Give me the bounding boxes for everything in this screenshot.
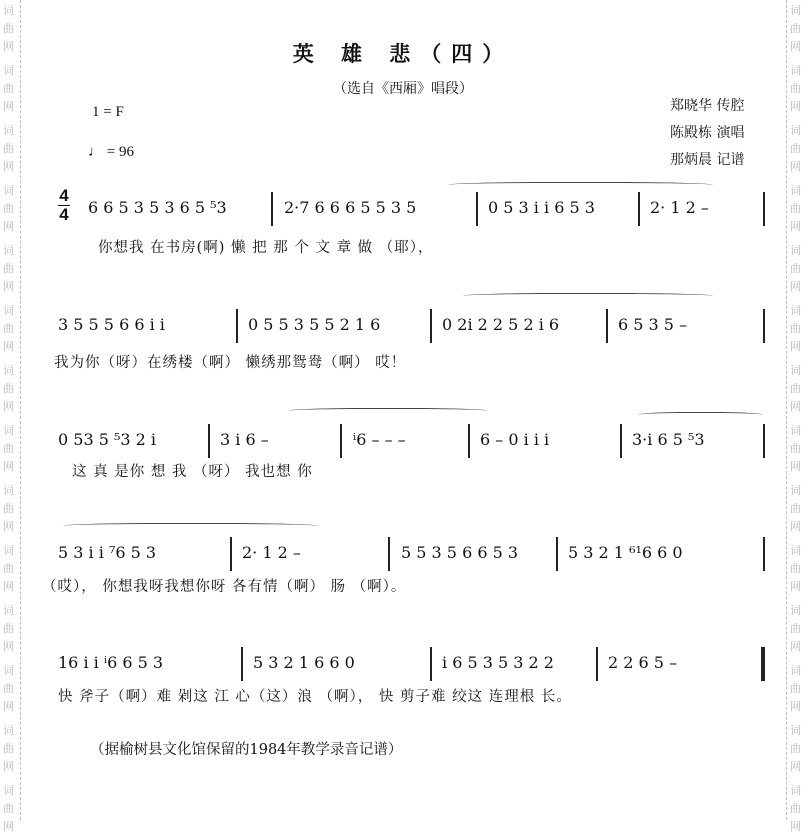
- watermark-text: 词 曲 网: [3, 784, 14, 833]
- measure: 0 53 5 ⁵3 2 i: [58, 430, 157, 449]
- time-signature-bottom: 4: [59, 205, 69, 224]
- credits: [670, 93, 744, 174]
- measure: 2· 1 2 –: [650, 198, 709, 217]
- credit-arranger: 郑晓华 传腔: [670, 98, 745, 114]
- time-signature: [58, 188, 70, 223]
- watermark-text: 词 曲 网: [790, 604, 801, 653]
- measure: 5 3 i i ⁷6 5 3: [58, 543, 157, 562]
- watermark-text: 词 曲 网: [790, 4, 801, 53]
- watermark-column-right: [786, 0, 806, 833]
- measure: 5 5 3 5 6 6 5 3: [401, 543, 519, 562]
- watermark-text: 词 曲 网: [790, 544, 801, 593]
- measure: 2· 1 2 –: [242, 543, 301, 562]
- watermark-column-left: [0, 0, 21, 833]
- watermark-text: 词 曲 网: [790, 364, 801, 413]
- watermark-text: 词 曲 网: [790, 784, 801, 833]
- watermark-text: 词 曲 网: [790, 304, 801, 353]
- lyrics-line-4: （哎）， 你想我呀我想你呀 各有情（啊） 肠 （啊）。: [42, 579, 407, 595]
- watermark-text: 词 曲 网: [3, 364, 14, 413]
- watermark-text: 词 曲 网: [790, 724, 801, 773]
- watermark-text: 词 曲 网: [3, 4, 14, 53]
- watermark-text: 词 曲 网: [790, 184, 801, 233]
- watermark-text: 词 曲 网: [790, 424, 801, 473]
- measure: 6 5 3 5 –: [618, 315, 688, 334]
- credit-transcriber: 那炳晨 记谱: [670, 152, 745, 168]
- watermark-text: 词 曲 网: [3, 244, 14, 293]
- watermark-text: 词 曲 网: [3, 664, 14, 713]
- watermark-text: 词 曲 网: [3, 184, 14, 233]
- watermark-text: 词 曲 网: [790, 64, 801, 113]
- measure: i 6 5 3 5 3 2 2: [442, 653, 554, 672]
- measure: 2 2 6 5 –: [608, 653, 678, 672]
- key-signature: 1 = F: [92, 104, 124, 120]
- watermark-text: 词 曲 网: [3, 484, 14, 533]
- watermark-text: 词 曲 网: [3, 304, 14, 353]
- watermark-text: 词 曲 网: [790, 664, 801, 713]
- watermark-text: 词 曲 网: [790, 124, 801, 173]
- watermark-text: 词 曲 网: [790, 484, 801, 533]
- measure: 5 3 2 1 6 6 0: [253, 653, 355, 672]
- measure: ⁱ6 – – –: [353, 430, 406, 449]
- tempo-marking: ♩ = 96: [88, 144, 134, 160]
- watermark-text: 词 曲 网: [3, 64, 14, 113]
- watermark-text: 词 曲 网: [3, 544, 14, 593]
- source-footnote: （据榆树县文化馆保留的1984年教学录音记谱）: [90, 742, 403, 758]
- measure: 3 i 6 –: [220, 430, 269, 449]
- measure: 6 – 0 i i i: [480, 430, 550, 449]
- measure: 0 5 3 i i 6 5 3: [488, 198, 595, 217]
- song-title: 英 雄 悲（四）: [292, 41, 514, 66]
- lyrics-line-3: 这 真 是你 想 我 （呀） 我也想 你: [72, 464, 313, 480]
- measure: 3 5 5 5 6 6 i i: [58, 315, 165, 334]
- watermark-text: 词 曲 网: [3, 424, 14, 473]
- watermark-text: 词 曲 网: [3, 724, 14, 773]
- credit-performer: 陈殿栋 演唱: [670, 125, 745, 141]
- measure: 0 5 5 3 5 5 2 1 6: [248, 315, 381, 334]
- measure: 3·i 6 5 ⁵3: [632, 430, 705, 449]
- measure: 16 i i ⁱ6 6 5 3: [58, 653, 164, 672]
- watermark-text: 词 曲 网: [3, 124, 14, 173]
- lyrics-line-2: 我为你（呀）在绣楼（啊） 懒绣那鸳鸯（啊） 哎！: [54, 355, 407, 371]
- measure: 6 6 5 3 5 3 6 5 ⁵3: [88, 198, 227, 217]
- lyrics-line-1: 你想我 在书房(啊) 懒 把 那 个 文 章 做 （耶），: [98, 240, 434, 256]
- song-subtitle: （选自《西厢》唱段）: [333, 81, 473, 97]
- lyrics-line-5: 快 斧子（啊）难 剁这 江 心（这）浪 （啊）， 快 剪子难 绞这 连理根 长。: [58, 689, 572, 705]
- time-signature-top: 4: [59, 186, 69, 205]
- watermark-text: 词 曲 网: [790, 244, 801, 293]
- measure: 2·7 6 6 6 5 5 3 5: [284, 198, 417, 217]
- measure: 0 2i 2 2 5 2 i 6: [442, 315, 560, 334]
- watermark-text: 词 曲 网: [3, 604, 14, 653]
- measure: 5 3 2 1 ⁶¹6 6 0: [568, 543, 683, 562]
